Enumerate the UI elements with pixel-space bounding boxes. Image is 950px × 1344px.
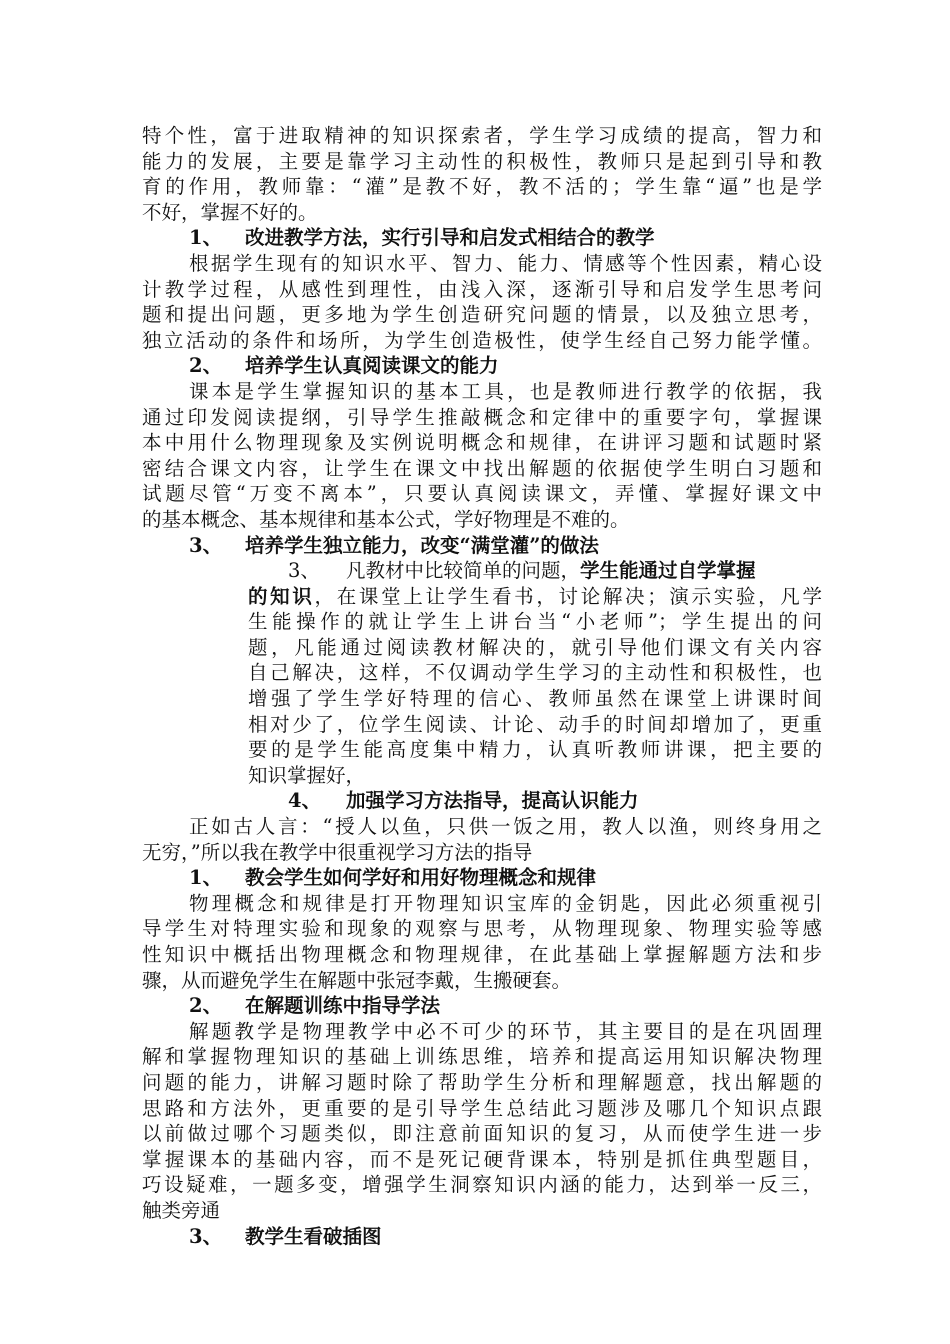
body-line: 掌握课本的基础内容，而不是死记硬背课本，特别是抓住典型题目， bbox=[142, 1147, 822, 1171]
indented-line: 相对少了，位学生阅读、计论、动手的时间却增加了，更重 bbox=[248, 712, 822, 736]
body-line: 通过印发阅读提纲，引导学生推敲概念和定律中的重要字句，掌握课 bbox=[142, 405, 822, 429]
body-line: 题和提出问题，更多地为学生创造研究问题的情景，以及独立思考， bbox=[142, 303, 822, 327]
section-heading bbox=[142, 1224, 822, 1250]
bold-phrase: 的知识 bbox=[248, 584, 315, 608]
heading-text: 培养学生独立能力，改变“满堂灌”的做法 bbox=[245, 533, 599, 557]
indented-line: 自己解决，这样，不仅调动学生学习的主动性和积极性，也 bbox=[248, 661, 822, 685]
body-line: 本中用什么物理现象及实例说明概念和规律，在讲评习题和试题时紧 bbox=[142, 431, 822, 455]
body-line: 骤，从而避免学生在解题中张冠李戴，生搬硬套。 bbox=[142, 968, 572, 992]
body-line: 密结合课文内容，让学生在课文中找出解题的依据使学生明白习题和 bbox=[142, 456, 822, 480]
body-line: 独立活动的条件和场所，为学生创造极性，使学生经自己努力能学懂。 bbox=[142, 328, 822, 352]
section-heading bbox=[142, 533, 822, 559]
body-line: 计教学过程，从感性到理性，由浅入深，逐渐引导和启发学生思考问 bbox=[142, 277, 822, 301]
indented-line: 要的是学生能高度集中精力，认真听教师讲课，把主要的 bbox=[248, 738, 822, 762]
body-line: 试题尽管“万变不离本”，只要认真阅读课文，弄懂、掌握好课文中 bbox=[142, 482, 822, 506]
indented-line: 题，凡能通过阅读教材解决的，就引导他们课文有关内容 bbox=[248, 635, 822, 659]
body-line: 导学生对特理实验和现象的观察与思考，从物理现象、物理实验等感 bbox=[142, 917, 822, 941]
section-heading bbox=[142, 353, 822, 379]
body-line: 解题教学是物理教学中必不可少的环节，其主要目的是在巩固理 bbox=[189, 1019, 822, 1043]
indented-line bbox=[142, 558, 822, 584]
heading-number: 4、 bbox=[288, 789, 322, 813]
body-line: 解和掌握物理知识的基础上训练思维，培养和提高运用知识解决物理 bbox=[142, 1045, 822, 1069]
heading-text: 加强学习方法指导，提高认识能力 bbox=[346, 789, 639, 813]
indented-line: 增强了学生学好特理的信心、教师虽然在课堂上讲课时间 bbox=[248, 687, 822, 711]
heading-text: 在解题训练中指导学法 bbox=[245, 994, 441, 1018]
section-heading bbox=[142, 225, 822, 251]
heading-text: 教学生看破插图 bbox=[245, 1224, 382, 1248]
body-line: 性知识中概括出物理概念和物理规律，在此基础上掌握解题方法和步 bbox=[142, 943, 822, 966]
section-heading bbox=[142, 788, 822, 814]
item-text: ，在课堂上让学生看书，讨论解决；演示实验，凡学 bbox=[314, 584, 822, 608]
body-line: 物理概念和规律是打开物理知识宝库的金钥匙，因此必须重视引 bbox=[189, 891, 822, 915]
body-line: 特个性，富于进取精神的知识探索者，学生学习成绩的提高，智力和 bbox=[142, 124, 822, 147]
body-line: 正如古人言：“授人以鱼，只供一饭之用，教人以渔，则终身用之 bbox=[189, 815, 822, 839]
heading-number: 2、 bbox=[189, 354, 223, 378]
body-line: 的基本概念、基本规律和基本公式，学好物理是不难的。 bbox=[142, 507, 630, 531]
body-line: 问题的能力，讲解习题时除了帮助学生分析和理解题意，找出解题的 bbox=[142, 1070, 822, 1094]
heading-text: 改进教学方法，实行引导和启发式相结合的教学 bbox=[245, 226, 655, 250]
body-line: 能力的发展，主要是靠学习主动性的积极性，教师只是起到引导和教 bbox=[142, 149, 822, 173]
section-heading bbox=[142, 993, 822, 1019]
indented-line bbox=[142, 584, 822, 610]
document-body bbox=[142, 123, 822, 1249]
body-line: 巧设疑难，一题多变，增强学生洞察知识内涵的能力，达到举一反三， bbox=[142, 1173, 822, 1197]
indented-line: 知识掌握好， bbox=[248, 763, 366, 787]
body-line: 触类旁通 bbox=[142, 1198, 221, 1222]
heading-number: 1、 bbox=[189, 226, 223, 250]
heading-text: 教会学生如何学好和用好物理概念和规律 bbox=[245, 866, 597, 890]
heading-number: 2、 bbox=[189, 994, 223, 1018]
heading-number: 3、 bbox=[189, 1224, 223, 1248]
body-line: 思路和方法外，更重要的是引导学生总结此习题涉及哪几个知识点跟 bbox=[142, 1096, 822, 1120]
heading-text: 培养学生认真阅读课文的能力 bbox=[245, 354, 499, 378]
body-line: 不好，掌握不好的。 bbox=[142, 200, 318, 224]
body-line: 根据学生现有的知识水平、智力、能力、情感等个性因素，精心设 bbox=[189, 251, 822, 275]
bold-phrase: 学生能通过自学掌握 bbox=[580, 559, 756, 583]
indented-line: 生能操作的就让学生上讲台当“小老师”；学生提出的问 bbox=[248, 610, 822, 634]
body-line: 育的作用，教师靠：“灌”是教不好，教不活的；学生靠“逼”也是学 bbox=[142, 175, 822, 199]
heading-number: 3、 bbox=[189, 533, 223, 557]
body-line: 课本是学生掌握知识的基本工具，也是教师进行教学的依据，我 bbox=[189, 379, 822, 403]
body-line: 以前做过哪个习题类似，即注意前面知识的复习，从而使学生进一步 bbox=[142, 1122, 822, 1146]
item-number: 3、 bbox=[288, 559, 320, 583]
heading-number: 1、 bbox=[189, 866, 223, 890]
section-heading bbox=[142, 865, 822, 891]
body-line: 无穷，”所以我在教学中很重视学习方法的指导 bbox=[142, 840, 533, 864]
item-text: 凡教材中比较简单的问题， bbox=[346, 559, 581, 583]
